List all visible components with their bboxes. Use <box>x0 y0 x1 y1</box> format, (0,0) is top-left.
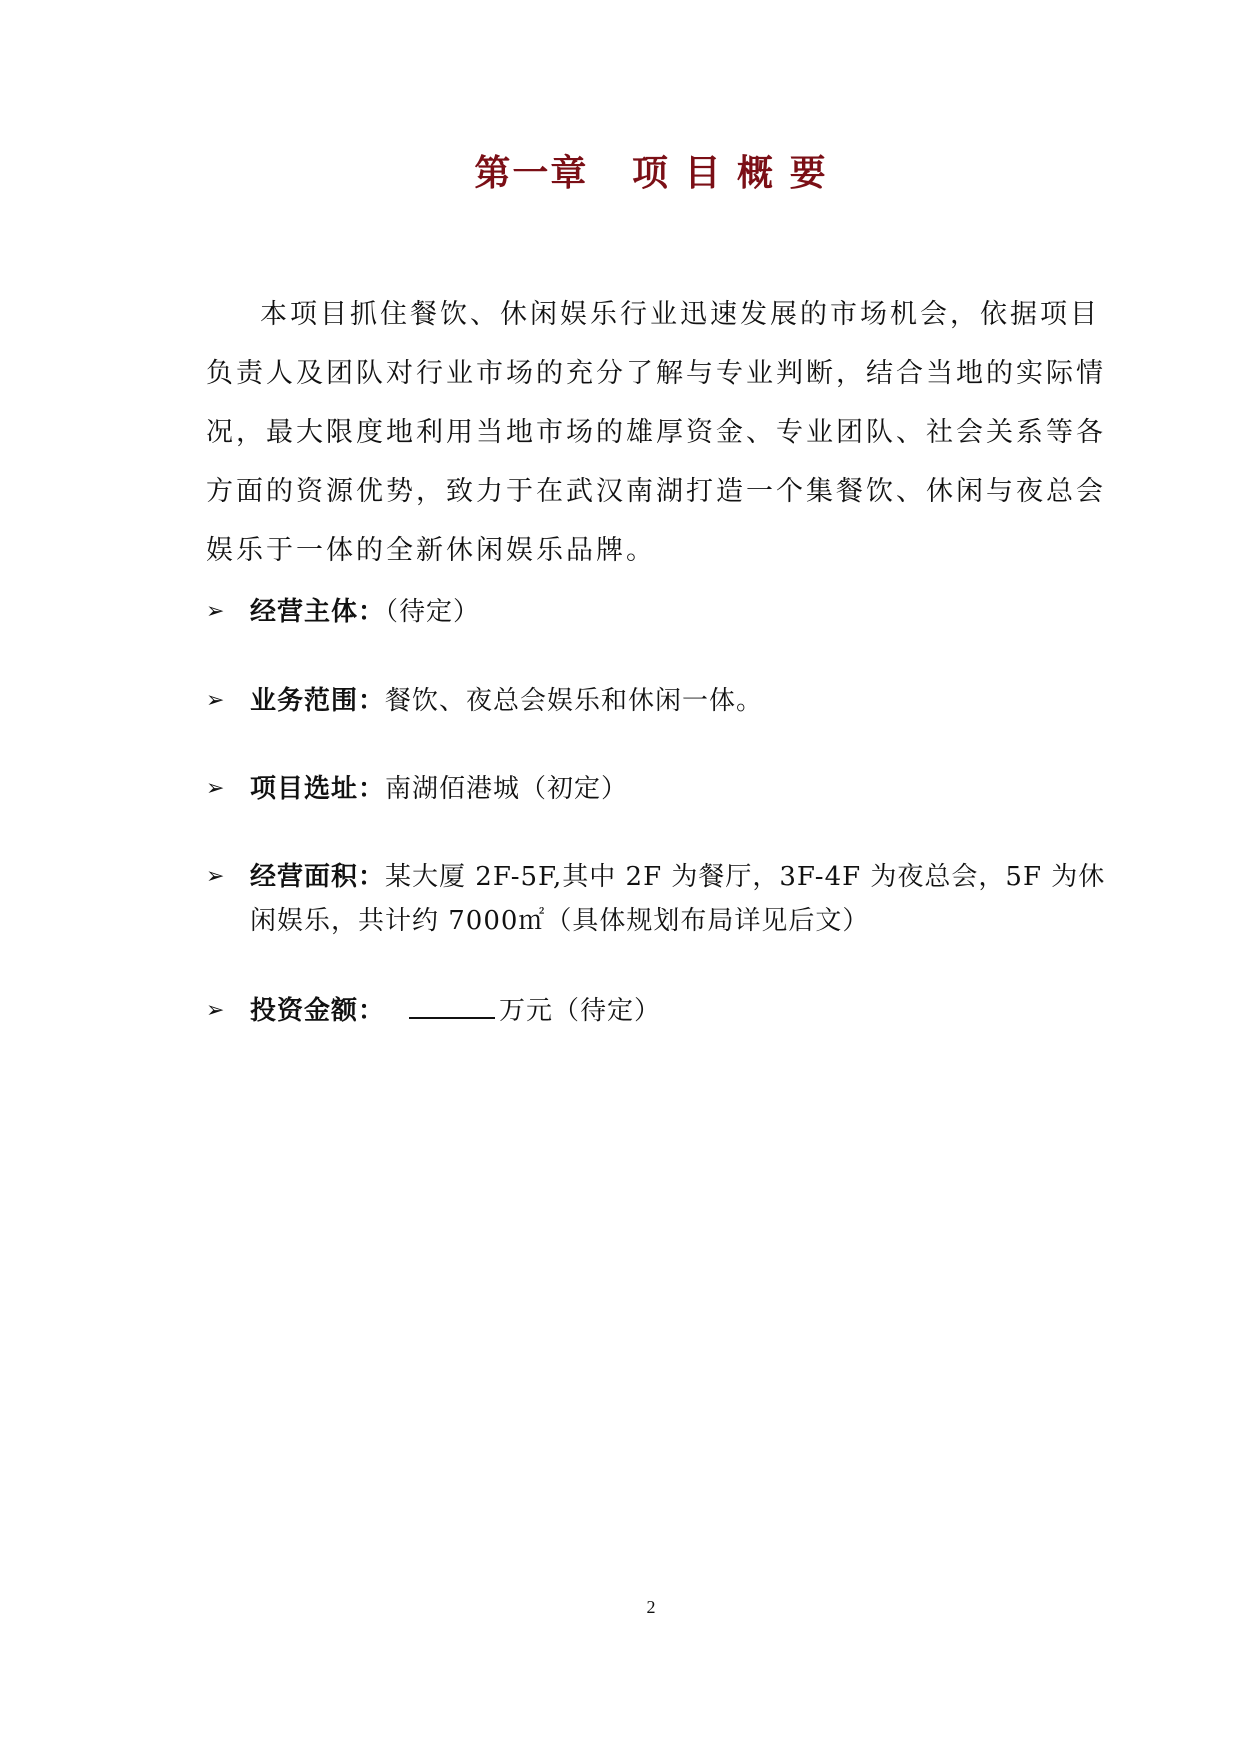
list-item-area <box>206 855 1106 943</box>
intro-section <box>206 285 1106 580</box>
list-item-text <box>250 767 1106 811</box>
intro-paragraph: 本项目抓住餐饮、休闲娱乐行业迅速发展的市场机会，依据项目负责人及团队对行业市场的充分了解与专业判断，结合当地的实际情况，最大限度地利用当地市场的雄厚资金、专业团队、社会关系等各方面的资源优势，致力于在武汉南湖打造一个集餐饮、休闲与夜总会娱乐于一体的全新休闲娱乐品牌。 <box>206 299 1106 566</box>
item-label: 经营面积： <box>250 862 386 892</box>
arrow-bullet-icon: ➢ <box>206 688 225 713</box>
list-item-text <box>250 679 1106 723</box>
item-value: 某大厦 2F-5F,其中 2F 为餐厅，3F-4F 为夜总会，5F 为休闲娱乐，共计约 7000㎡（具体规划布局详见后文） <box>250 862 1106 936</box>
item-value: 万元（待定） <box>499 996 662 1026</box>
item-value: 南湖佰港城（初定） <box>385 774 629 804</box>
chapter-title: 第一章 项 目 概 要 <box>474 153 828 194</box>
list-item-location <box>206 767 1106 811</box>
list-item-text <box>250 989 1106 1033</box>
page-number: 2 <box>646 1597 656 1617</box>
blank-underline <box>409 991 495 1019</box>
arrow-bullet-icon: ➢ <box>206 998 225 1023</box>
item-label: 业务范围： <box>250 686 386 716</box>
item-value: 餐饮、夜总会娱乐和休闲一体。 <box>385 686 764 716</box>
arrow-bullet-icon: ➢ <box>206 599 225 624</box>
list-item-text <box>250 855 1106 943</box>
list-item-operator <box>206 590 1106 634</box>
list-item-business-scope <box>206 679 1106 723</box>
item-label: 经营主体： <box>250 597 386 627</box>
arrow-bullet-icon: ➢ <box>206 776 225 801</box>
list-item-investment <box>206 989 1106 1033</box>
item-value: （待定） <box>385 597 481 627</box>
list-item-text <box>250 590 1106 634</box>
arrow-bullet-icon: ➢ <box>206 864 225 889</box>
item-label: 投资金额： <box>250 996 386 1026</box>
item-label: 项目选址： <box>250 774 386 804</box>
